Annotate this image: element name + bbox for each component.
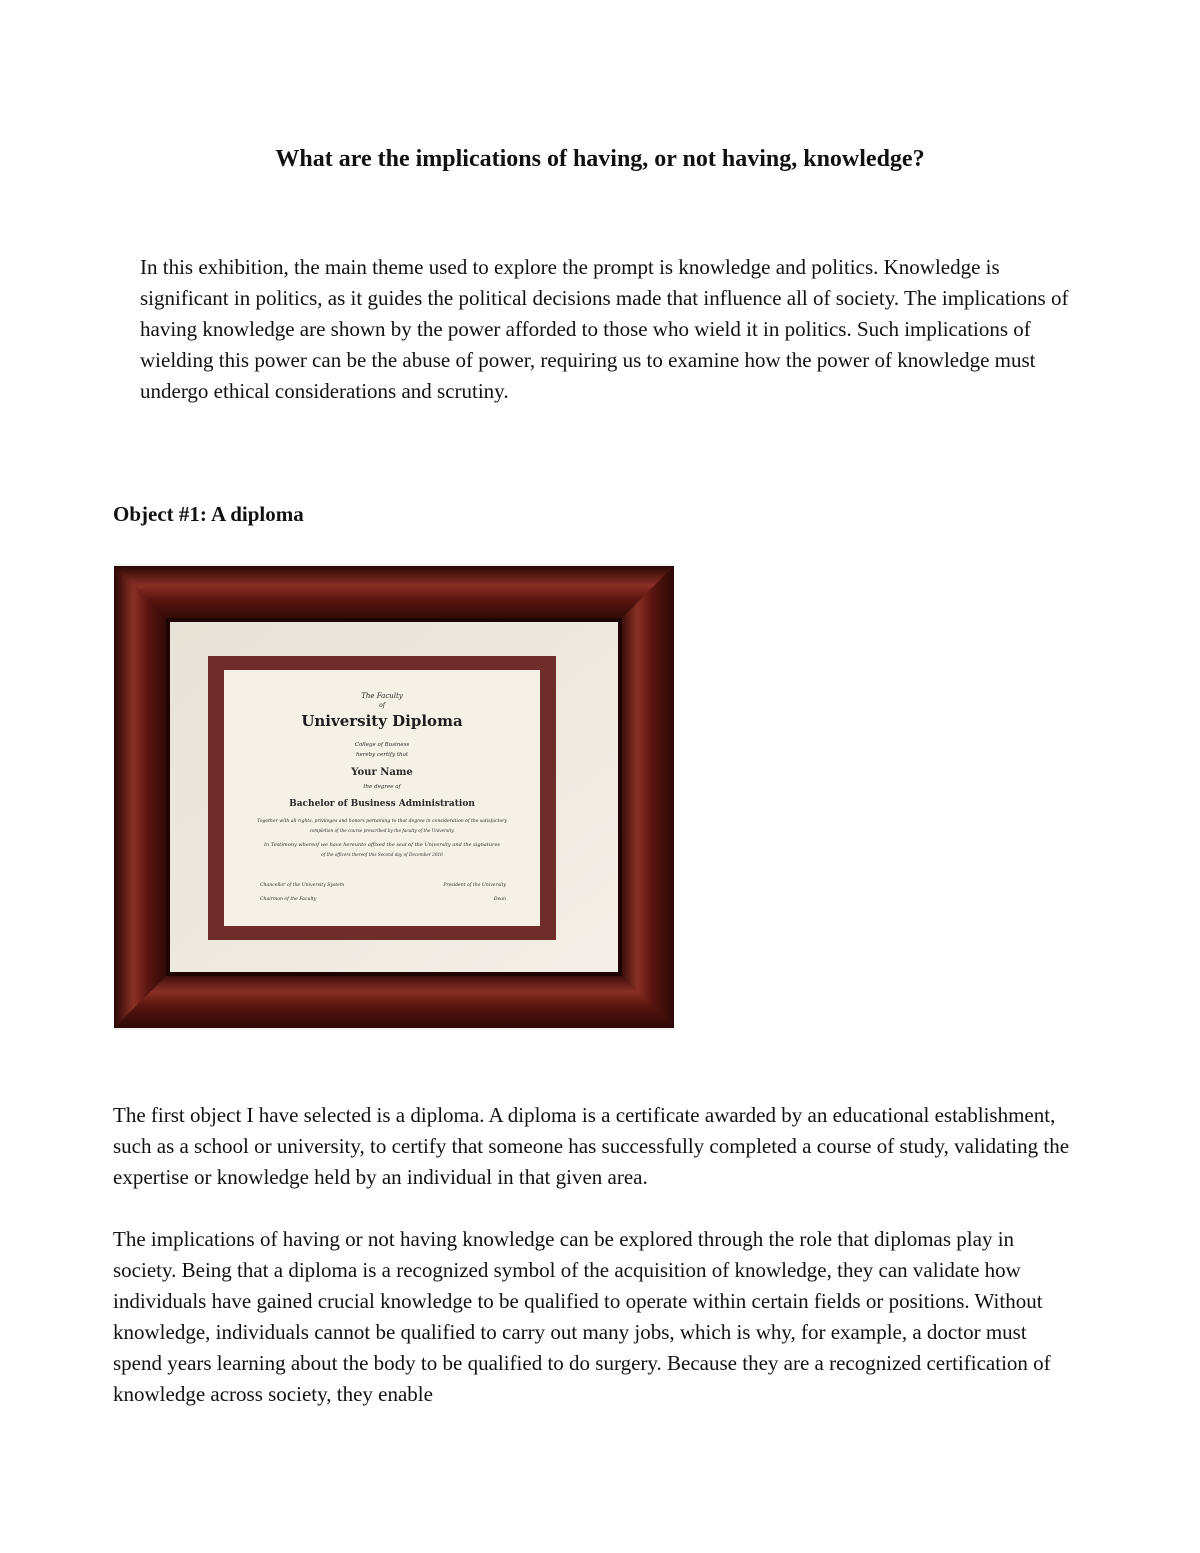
frame-left-moulding bbox=[114, 566, 170, 1028]
body-paragraph-1: The first object I have selected is a diploma. A diploma is a certificate awarded by an educational establishment, such as a school or university, to certify that someone has successfully completed a course of study, validating the expertise or knowledge held by an individual in that given area. bbox=[113, 1103, 1070, 1189]
diploma-sig-left-1: Chancellor of the University System bbox=[260, 883, 345, 888]
diploma-heading: University Diploma bbox=[301, 712, 463, 730]
frame-right-moulding bbox=[618, 566, 674, 1028]
diploma-body-line-1: Together with all rights, privileges and honors pertaining to that degree in consideration of the satisfactory bbox=[257, 818, 508, 823]
diploma-faculty-line: The Faculty bbox=[361, 692, 403, 700]
diploma-sig-right-2: Dean bbox=[493, 897, 506, 902]
diploma-certify-line: hereby certify that bbox=[355, 752, 409, 758]
frame-bottom-moulding bbox=[114, 972, 674, 1028]
diploma-degree: Bachelor of Business Administration bbox=[289, 799, 475, 809]
object-heading: Object #1: A diploma bbox=[113, 502, 304, 526]
diploma-sig-right-1: President of the University bbox=[443, 883, 506, 888]
diploma-degree-intro: the degree of bbox=[363, 784, 401, 790]
body-paragraph-2: The implications of having or not having knowledge can be explored through the role that diplomas play in society. Being that a diploma is a recognized symbol of the acquisition of knowledge, they can validate how individuals have gained crucial knowledge to be qualified to operate within certain fields or positions. Without knowledge, individuals cannot be qualified to carry out many jobs, which is why, for example, a doctor must spend years learning about the body to be qualified to do surgery. Because they are a recognized certification of knowledge across society, they enable bbox=[113, 1227, 1051, 1406]
diploma-body-line-2: completion of the course prescribed by the faculty of the University. bbox=[309, 828, 455, 833]
diploma-body-line-3: In Testimony whereof we have hereunto affixed the seal of the University and the signatures bbox=[262, 842, 500, 847]
diploma-recipient: Your Name bbox=[351, 767, 413, 778]
diploma-photo bbox=[114, 564, 674, 1030]
diploma-sig-left-2: Chairman of the Faculty bbox=[260, 897, 317, 902]
diploma-college-line: College of Business bbox=[354, 742, 410, 748]
diploma-body-line-4: of the officers thereof this Second day of December 2016 bbox=[321, 852, 443, 857]
page-title: What are the implications of having, or not having, knowledge? bbox=[275, 146, 925, 172]
intro-paragraph: In this exhibition, the main theme used to explore the prompt is knowledge and politics. Knowledge is significant in politics, as it guides the political decisions made that influence all of society. The implications of having knowledge are shown by the power afforded to those who wield it in politics. Such implications of wielding this power can be the abuse of power, requiring us to examine how the power of knowledge must undergo ethical considerations and scrutiny. bbox=[140, 255, 1069, 403]
diploma-of-line: of bbox=[379, 702, 385, 709]
frame-top-moulding bbox=[114, 566, 674, 622]
